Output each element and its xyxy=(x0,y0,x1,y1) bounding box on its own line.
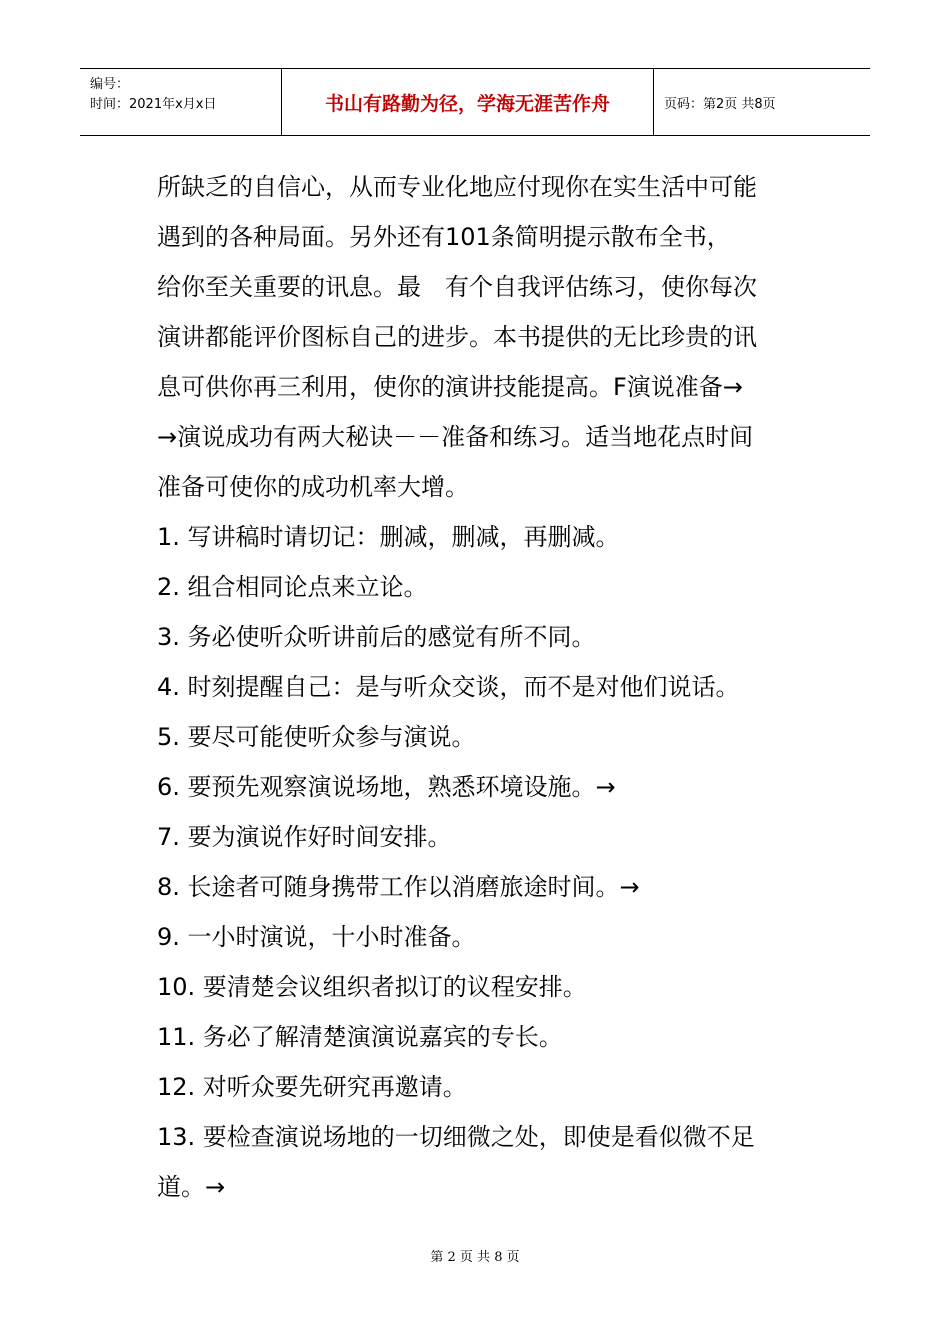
page-footer: 第 2 页 共 8 页 xyxy=(430,1250,520,1265)
list-item: 11. 务必了解清楚演演说嘉宾的专长。 xyxy=(157,1023,563,1051)
body-line: 给你至关重要的讯息。最 有个自我评估练习，使你每次 xyxy=(157,273,757,301)
number-label: 编号： xyxy=(90,77,130,92)
list-item: 4. 时刻提醒自己：是与听众交谈，而不是对他们说话。 xyxy=(157,673,740,701)
list-item: 9. 一小时演说，十小时准备。 xyxy=(157,923,476,951)
header-motto: 书山有路勤为径，学海无涯苦作舟 xyxy=(281,69,654,135)
list-item: 13. 要检查演说场地的一切细微之处，即使是看似微不足 xyxy=(157,1123,755,1151)
list-item: 2. 组合相同论点来立论。 xyxy=(157,573,428,601)
list-item: 7. 要为演说作好时间安排。 xyxy=(157,823,452,851)
list-item: 12. 对听众要先研究再邀请。 xyxy=(157,1073,467,1101)
body-line: 息可供你再三利用，使你的演讲技能提高。F演说准备→ xyxy=(157,373,743,401)
body-line: →演说成功有两大秘诀－－准备和练习。适当地花点时间 xyxy=(157,423,754,451)
body-line: 演讲都能评价图标自己的进步。本书提供的无比珍贵的讯 xyxy=(157,323,757,351)
document-header xyxy=(80,68,870,136)
header-meta xyxy=(80,69,281,135)
body-line: 准备可使你的成功机率大增。 xyxy=(157,473,469,501)
list-item: 3. 务必使听众听讲前后的感觉有所不同。 xyxy=(157,623,596,651)
body-line: 所缺乏的自信心，从而专业化地应付现你在实生活中可能 xyxy=(157,173,757,201)
list-item: 1. 写讲稿时请切记：删减，删减，再删减。 xyxy=(157,523,620,551)
list-item: 8. 长途者可随身携带工作以消磨旅途时间。→ xyxy=(157,873,640,901)
body-line: 遇到的各种局面。另外还有101条简明提示散布全书， xyxy=(157,223,731,251)
list-item: 5. 要尽可能使听众参与演说。 xyxy=(157,723,476,751)
time-label: 时间：2021年x月x日 xyxy=(90,97,217,112)
list-item: 道。→ xyxy=(157,1173,226,1201)
list-item: 6. 要预先观察演说场地，熟悉环境设施。→ xyxy=(157,773,616,801)
list-item: 10. 要清楚会议组织者拟订的议程安排。 xyxy=(157,973,587,1001)
header-page-info: 页码：第2页 共8页 xyxy=(664,96,776,112)
document-body xyxy=(157,162,807,1212)
